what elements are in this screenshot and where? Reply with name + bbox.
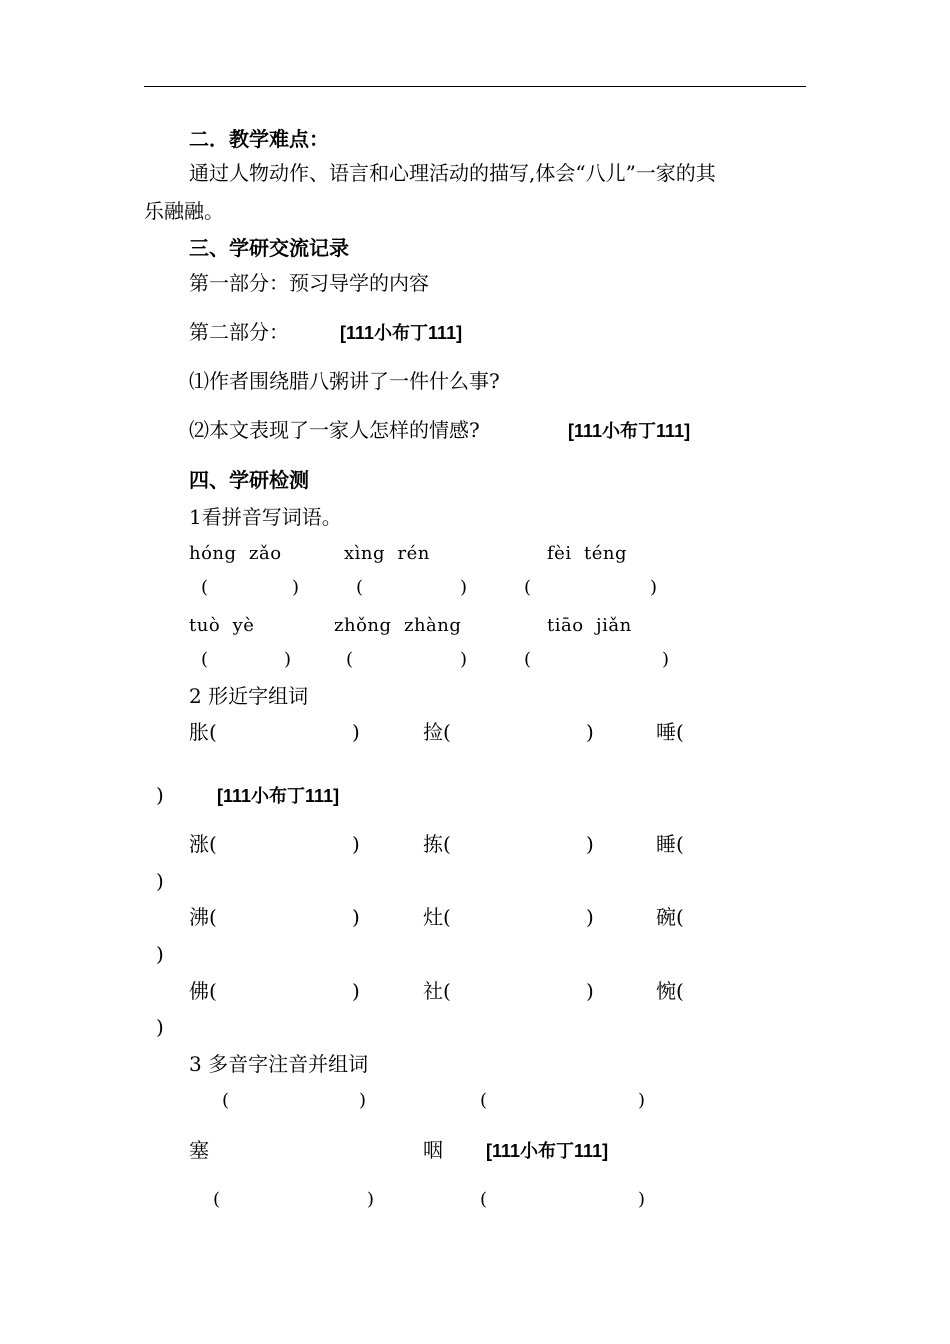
char-blank-close: ): [352, 720, 360, 744]
char-blank-open: 涨(: [189, 832, 217, 856]
char-blank-open: 社(: [423, 979, 451, 1003]
pinyin-item: zhǒng zhàng: [334, 615, 462, 636]
blank-close: ): [460, 649, 468, 670]
watermark-tag: [111小布丁111]: [217, 786, 340, 806]
polyphone-char: 咽: [423, 1138, 443, 1162]
exchange-part2: 第二部分：: [189, 320, 289, 344]
section2-title: 2 形近字组词: [189, 684, 309, 708]
blank-open: (: [524, 577, 532, 598]
blank-close: ): [284, 649, 292, 670]
watermark-tag: [111小布丁111]: [486, 1141, 609, 1161]
char-blank-open: 惋(: [656, 979, 684, 1003]
exchange-heading: 三、学研交流记录: [189, 236, 349, 260]
blank-close: ): [638, 1189, 646, 1210]
watermark-tag: [111小布丁111]: [340, 323, 463, 343]
char-blank-close: ): [586, 979, 594, 1003]
blank-open: (: [213, 1189, 221, 1210]
header-rule: [144, 86, 806, 87]
blank-open: (: [201, 649, 209, 670]
pinyin-item: hóng zǎo: [189, 543, 282, 564]
char-blank-close: ): [156, 942, 164, 966]
pinyin-item: tiāo jiǎn: [547, 615, 632, 636]
section1-title: 1看拼音写词语。: [189, 505, 342, 529]
char-blank-open: 胀(: [189, 720, 217, 744]
difficulty-text-line1: 通过人物动作、语言和心理活动的描写,体会“八儿”一家的其: [189, 161, 716, 185]
pinyin-item: tuò yè: [189, 615, 255, 636]
blank-close: ): [638, 1090, 646, 1111]
blank-close: ): [650, 577, 658, 598]
char-blank-close: ): [586, 832, 594, 856]
blank-close: ): [460, 577, 468, 598]
char-blank-close: ): [352, 905, 360, 929]
char-blank-open: 唾(: [656, 720, 684, 744]
char-blank-open: 拣(: [423, 832, 451, 856]
pinyin-item: fèi téng: [547, 543, 628, 564]
blank-open: (: [480, 1090, 488, 1111]
char-blank-close: ): [352, 832, 360, 856]
question-2: ⑵本文表现了一家人怎样的情感?: [189, 418, 480, 442]
blank-close: ): [367, 1189, 375, 1210]
char-blank-close: ): [156, 1015, 164, 1039]
pinyin-item: xìng rén: [344, 543, 430, 564]
blank-close: ): [359, 1090, 367, 1111]
char-blank-open: 睡(: [656, 832, 684, 856]
watermark-tag: [111小布丁111]: [568, 421, 691, 441]
blank-open: (: [356, 577, 364, 598]
blank-open: (: [346, 649, 354, 670]
question-1: ⑴作者围绕腊八粥讲了一件什么事?: [189, 369, 500, 393]
blank-close: ): [292, 577, 300, 598]
difficulty-text-line2: 乐融融。: [144, 199, 224, 223]
char-blank-open: 碗(: [656, 905, 684, 929]
blank-open: (: [222, 1090, 230, 1111]
blank-close: ): [662, 649, 670, 670]
test-heading: 四、学研检测: [189, 468, 309, 492]
char-blank-close: ): [586, 905, 594, 929]
char-blank-close: ): [352, 979, 360, 1003]
char-blank-close: ): [586, 720, 594, 744]
section3-title: 3 多音字注音并组词: [189, 1052, 369, 1076]
char-blank-close: ): [156, 869, 164, 893]
exchange-part1: 第一部分：预习导学的内容: [189, 271, 429, 295]
char-blank-open: 沸(: [189, 905, 217, 929]
blank-open: (: [201, 577, 209, 598]
blank-open: (: [480, 1189, 488, 1210]
polyphone-char: 塞: [189, 1138, 209, 1162]
blank-open: (: [524, 649, 532, 670]
difficulty-heading: 二．教学难点：: [189, 127, 329, 151]
char-blank-open: 佛(: [189, 979, 217, 1003]
char-blank-close: ): [156, 783, 164, 807]
char-blank-open: 捡(: [423, 720, 451, 744]
char-blank-open: 灶(: [423, 905, 451, 929]
